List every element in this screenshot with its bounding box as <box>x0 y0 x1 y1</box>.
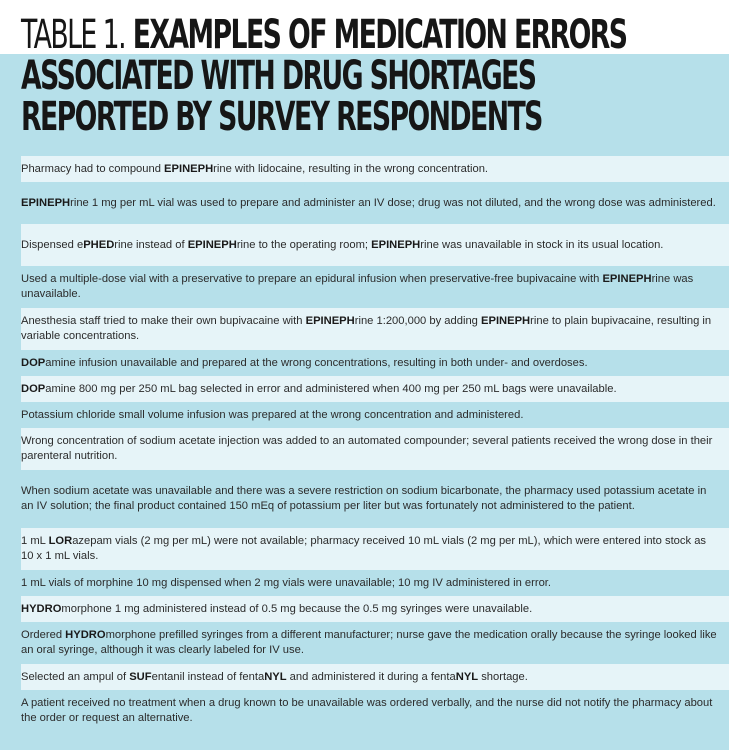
row-text-segment: rine 1:200,000 by adding <box>354 315 482 327</box>
row-text <box>21 576 551 591</box>
row-text-segment: A patient received no treatment when a drug known to be unavailable was ordered verbally, and the nurse did not notify the pharmacy about the order or request an alternative. <box>21 697 713 724</box>
row-text <box>21 602 532 617</box>
tall-man-letters: EPINEPH <box>164 162 214 175</box>
row-text <box>21 238 663 253</box>
table-row <box>21 528 729 570</box>
row-text <box>21 162 488 177</box>
table-row <box>21 224 729 266</box>
title-line-1: TABLE 1. EXAMPLES OF MEDICATION ERRORS <box>21 10 627 58</box>
title-line-2: ASSOCIATED WITH DRUG SHORTAGES <box>21 51 536 99</box>
row-text-segment: rine 1 mg per mL vial was used to prepare and administer an IV dose; drug was not diluted, and the wrong dose was administered. <box>70 196 716 209</box>
tall-man-letters: HYDRO <box>65 629 106 641</box>
tall-man-letters: EPINEPH <box>187 238 237 251</box>
row-text-segment: rine was unavailable in stock in its usual location. <box>420 238 664 251</box>
table-row <box>21 156 729 182</box>
row-text-segment: rine to the operating room; <box>236 238 372 251</box>
row-text-segment: Anesthesia staff tried to make their own bupivacaine with <box>21 315 306 327</box>
table-row <box>21 622 729 664</box>
tall-man-letters: EPINEPH <box>602 273 652 285</box>
row-text-segment: Used a multiple-dose vial with a preservative to prepare an epidural infusion when preservative-free bupivacaine with <box>21 273 603 285</box>
table-row <box>21 376 729 402</box>
table-row <box>21 664 729 690</box>
tall-man-letters: NYL <box>264 670 287 683</box>
row-text <box>21 382 617 397</box>
row-text-segment: rine was unavailable. <box>21 273 694 300</box>
tall-man-letters: LOR <box>48 535 73 547</box>
row-text <box>21 196 716 211</box>
row-text-segment: rine to plain bupivacaine, resulting in variable concentrations. <box>21 315 712 342</box>
row-text <box>21 670 528 685</box>
tall-man-letters: HYDRO <box>21 602 62 615</box>
row-text-segment: amine 800 mg per 250 mL bag selected in error and administered when 400 mg per 250 mL bags were unavailable. <box>45 382 617 395</box>
table-row <box>21 596 729 622</box>
tall-man-letters: EPINEPH <box>481 315 531 327</box>
row-text-segment: morphone prefilled syringes from a different manufacturer; nurse gave the medication orally because the syringe looked like an oral syringe, although it was clearly labeled for IV use. <box>21 629 717 656</box>
table-row <box>21 470 729 528</box>
row-text <box>21 408 523 423</box>
row-text-segment: When sodium acetate was unavailable and there was a severe restriction on sodium bicarbonate, the pharmacy used potassium acetate in an IV solution; the final product contained 150 mEq of potassium per liter but was fortunately not administered to the patient. <box>21 485 707 512</box>
tall-man-letters: DOP <box>21 356 46 369</box>
row-text-segment: Pharmacy had to compound <box>21 162 165 175</box>
row-text-segment: azepam vials (2 mg per mL) were not available; pharmacy received 10 mL vials (2 mg per mL), which were entered into stock as 10 x 1 mL vials. <box>21 535 707 562</box>
table-row <box>21 570 729 596</box>
row-text-segment: rine instead of <box>114 238 188 251</box>
tall-man-letters: PHED <box>83 238 115 251</box>
row-text <box>21 314 721 344</box>
row-text <box>21 628 721 658</box>
row-text <box>21 484 721 514</box>
row-text-segment: and administered it during a fenta <box>286 670 456 683</box>
row-text-segment: rine with lidocaine, resulting in the wrong concentration. <box>213 162 489 175</box>
row-text <box>21 272 721 302</box>
table-row <box>21 428 729 470</box>
row-text-segment: Selected an ampul of <box>21 670 130 683</box>
row-text-segment: morphone 1 mg administered instead of 0.5 mg because the 0.5 mg syringes were unavailable. <box>61 602 533 615</box>
row-text <box>21 696 721 726</box>
table-row <box>21 266 729 308</box>
tall-man-letters: DOP <box>21 382 46 395</box>
tall-man-letters: EPINEPH <box>21 196 71 209</box>
table-row <box>21 182 729 224</box>
row-text-segment: Potassium chloride small volume infusion was prepared at the wrong concentration and administered. <box>21 408 524 421</box>
table-row <box>21 690 729 732</box>
row-text-segment: amine infusion unavailable and prepared at the wrong concentrations, resulting in both under- and overdoses. <box>45 356 588 369</box>
tall-man-letters: EPINEPH <box>371 238 421 251</box>
tall-man-letters: SUF <box>129 670 152 683</box>
table-row <box>21 402 729 428</box>
row-text <box>21 434 721 464</box>
row-text <box>21 356 588 371</box>
tall-man-letters: EPINEPH <box>305 315 355 327</box>
row-text-segment: shortage. <box>478 670 528 683</box>
row-text-segment: Dispensed e <box>21 238 84 251</box>
row-text <box>21 534 721 564</box>
title-line-3: REPORTED BY SURVEY RESPONDENTS <box>21 92 542 140</box>
row-text-segment: Ordered <box>21 629 66 641</box>
row-text-segment: Wrong concentration of sodium acetate injection was added to an automated compounder; several patients received the wrong dose in their parenteral nutrition. <box>21 435 713 462</box>
tall-man-letters: NYL <box>455 670 479 683</box>
table-row <box>21 308 729 350</box>
errors-table <box>21 156 729 732</box>
table-row <box>21 350 729 376</box>
row-text-segment: 1 mL <box>21 535 49 547</box>
row-text-segment: 1 mL vials of morphine 10 mg dispensed when 2 mg vials were unavailable; 10 mg IV administered in error. <box>21 576 552 589</box>
table-number: TABLE 1. <box>21 10 125 58</box>
table-title <box>21 10 627 140</box>
row-text-segment: entanil instead of fenta <box>151 670 265 683</box>
